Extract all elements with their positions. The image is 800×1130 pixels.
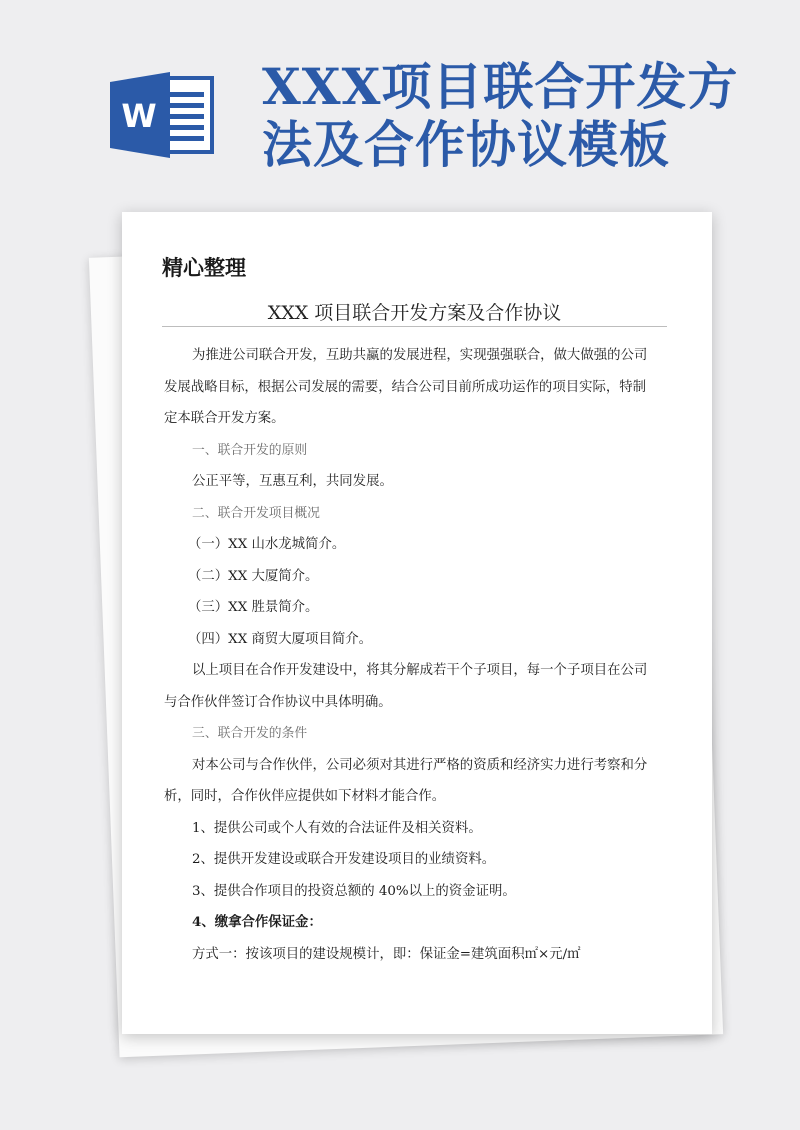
paragraph-line: 公正平等，互惠互利，共同发展。 <box>192 474 393 489</box>
banner-title-line-2: 法及合作协议模板 <box>262 115 670 174</box>
list-item: 3、提供合作项目的投资总额的 40%以上的资金证明。 <box>192 883 516 899</box>
document-page <box>122 212 712 1034</box>
section-heading: 三、联合开发的条件 <box>192 726 308 741</box>
paragraph-line: 以上项目在合作开发建设中，将其分解成若干个子项目，每一个子项目在公司 <box>192 663 648 678</box>
list-item: （四）XX 商贸大厦项目简介。 <box>188 631 373 647</box>
list-item: 2、提供开发建设或联合开发建设项目的业绩资料。 <box>192 852 496 867</box>
list-item: （一）XX 山水龙城简介。 <box>188 537 346 552</box>
word-logo-letter: W <box>121 97 157 135</box>
document-body <box>164 340 666 970</box>
section-heading: 二、联合开发项目概况 <box>192 505 320 521</box>
word-document-icon <box>110 72 216 158</box>
section-heading: 一、联合开发的原则 <box>192 442 308 458</box>
document-heading: 精心整理 <box>162 256 246 280</box>
paragraph-line: 发展战略目标，根据公司发展的需要，结合公司目前所成功运作的项目实际，特制 <box>164 379 647 395</box>
document-title: XXX 项目联合开发方案及合作协议 <box>267 302 562 324</box>
paragraph-line: 析，同时，合作伙伴应提供如下材料才能合作。 <box>164 789 446 804</box>
paragraph-line: 对本公司与合作伙伴，公司必须对其进行严格的资质和经济实力进行考察和分 <box>192 757 648 773</box>
paragraph-line: 为推进公司联合开发，互助共赢的发展进程，实现强强联合，做大做强的公司 <box>192 348 648 363</box>
paragraph-line: 定本联合开发方案。 <box>164 411 285 426</box>
banner-title <box>262 58 782 174</box>
list-item: （三）XX 胜景简介。 <box>188 600 319 615</box>
paragraph-line: 方式一：按该项目的建设规模计，即：保证金=建筑面积㎡×元/㎡ <box>192 946 581 962</box>
list-item: 1、提供公司或个人有效的合法证件及相关资料。 <box>192 820 482 836</box>
list-item: 4、缴拿合作保证金： <box>192 914 322 930</box>
list-item: （二）XX 大厦简介。 <box>188 568 319 584</box>
paragraph-line: 与合作伙伴签订合作协议中具体明确。 <box>164 694 392 710</box>
title-divider <box>162 326 667 327</box>
banner-title-line-1: XXX项目联合开发方 <box>262 57 739 116</box>
